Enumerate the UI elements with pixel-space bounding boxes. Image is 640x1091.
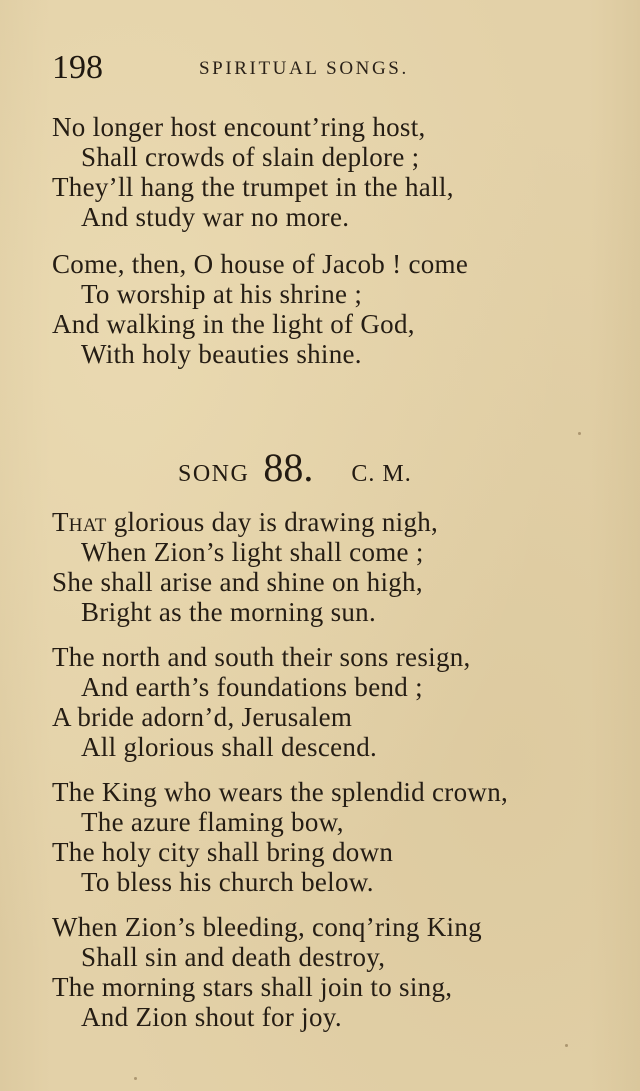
verse-line: And walking in the light of God,: [52, 309, 415, 339]
verse-line: The azure flaming bow,: [81, 807, 344, 837]
song-label: SONG: [178, 461, 250, 487]
verse-line: And Zion shout for joy.: [81, 1002, 342, 1032]
running-head: [52, 48, 612, 88]
verse-line: She shall arise and shine on high,: [52, 567, 423, 597]
song-meter: C. M.: [351, 461, 412, 487]
verse-line: Come, then, O house of Jacob ! come: [52, 249, 469, 279]
page-number: 198: [52, 49, 103, 86]
song-number: 88.: [263, 445, 314, 490]
paper-speck: [578, 432, 581, 435]
verse-line: The King who wears the splendid crown,: [52, 777, 509, 807]
verse-line: And earth’s foundations bend ;: [81, 672, 423, 702]
paper-speck: [565, 1044, 568, 1047]
stanza: [52, 912, 622, 1032]
verse-line: The north and south their sons resign,: [52, 642, 471, 672]
verse-line: No longer host encount’ring host,: [52, 112, 426, 142]
verse-line: [52, 507, 622, 537]
stanza: [52, 249, 622, 369]
verse-line: To bless his church below.: [81, 867, 374, 897]
verse-line: When Zion’s bleeding, conq’ring King: [52, 912, 482, 942]
verse-line: The holy city shall bring down: [52, 837, 394, 867]
verse-line: With holy beauties shine.: [81, 339, 362, 369]
verse-line: All glorious shall descend.: [81, 732, 378, 762]
verse-line: When Zion’s light shall come ;: [81, 537, 424, 567]
stanza: [52, 112, 622, 232]
verse-line: And study war no more.: [81, 202, 350, 232]
verse-line: The morning stars shall join to sing,: [52, 972, 453, 1002]
verse-line: They’ll hang the trumpet in the hall,: [52, 172, 454, 202]
first-word-small-caps: That: [52, 507, 107, 537]
running-title: SPIRITUAL SONGS.: [199, 58, 409, 79]
verse-line: A bride adorn’d, Jerusalem: [52, 702, 353, 732]
stanza: [52, 642, 622, 762]
verse-line-rest: glorious day is drawing nigh,: [106, 507, 439, 537]
paper-speck: [134, 1077, 137, 1080]
song-heading: [178, 444, 412, 494]
verse-line: To worship at his shrine ;: [81, 279, 363, 309]
stanza: [52, 777, 622, 897]
stanza: [52, 507, 622, 627]
verse-line: Bright as the morning sun.: [81, 597, 377, 627]
verse-line: Shall crowds of slain deplore ;: [81, 142, 420, 172]
verse-line: Shall sin and death destroy,: [81, 942, 386, 972]
